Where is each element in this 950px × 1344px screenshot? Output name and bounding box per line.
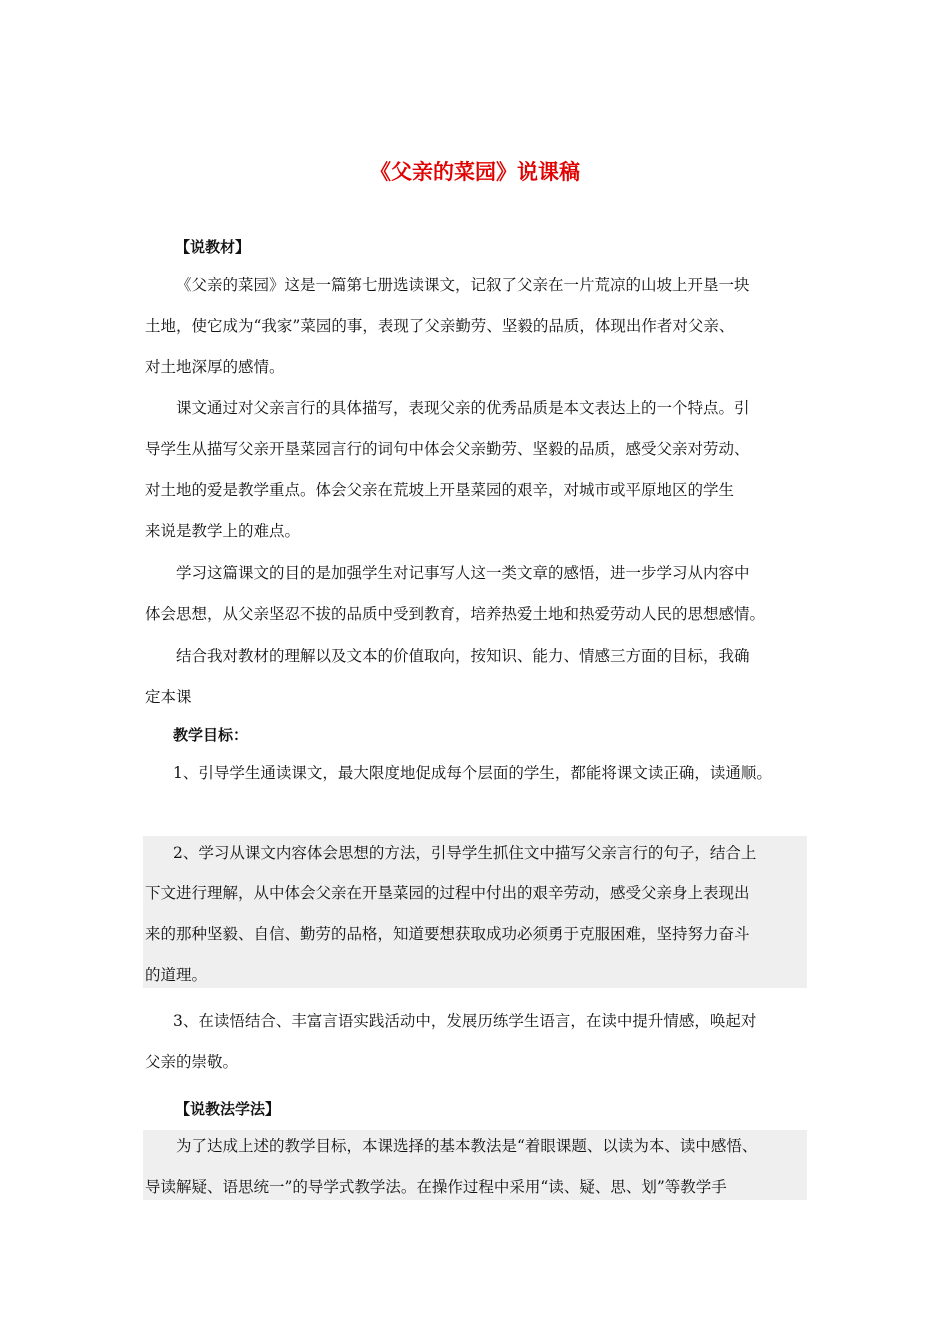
section-heading-textbook: 【说教材】: [175, 238, 251, 256]
goals-heading: 教学目标：: [173, 726, 249, 744]
paragraph-line: 导学生从描写父亲开垦菜园言行的词句中体会父亲勤劳、坚毅的品质，感受父亲对劳动、: [145, 440, 750, 458]
paragraph-line: 定本课: [145, 688, 192, 706]
section-heading-methods: 【说教法学法】: [175, 1100, 281, 1118]
paragraph-line: 土地，使它成为“我家”菜园的事，表现了父亲勤劳、坚毅的品质，体现出作者对父亲、: [145, 317, 735, 335]
goal-line: 来的那种坚毅、自信、勤劳的品格，知道要想获取成功必须勇于克服困难，坚持努力奋斗: [145, 925, 750, 943]
goal-line: 3、在读悟结合、丰富言语实践活动中，发展历练学生语言，在读中提升情感，唤起对: [173, 1012, 757, 1030]
goal-line: 下文进行理解，从中体会父亲在开垦菜园的过程中付出的艰辛劳动，感受父亲身上表现出: [145, 884, 750, 902]
goal-line: 父亲的崇敬。: [145, 1053, 239, 1071]
paragraph-line: 课文通过对父亲言行的具体描写，表现父亲的优秀品质是本文表达上的一个特点。引: [176, 399, 750, 417]
paragraph-line: 对土地深厚的感情。: [145, 358, 285, 376]
paragraph-line: 为了达成上述的教学目标，本课选择的基本教法是“着眼课题、以读为本、读中感悟、: [176, 1137, 758, 1155]
paragraph-line: 来说是教学上的难点。: [145, 522, 301, 540]
paragraph-line: 结合我对教材的理解以及文本的价值取向，按知识、能力、情感三方面的目标，我确: [176, 647, 750, 665]
paragraph-line: 《父亲的菜园》这是一篇第七册选读课文，记叙了父亲在一片荒凉的山坡上开垦一块: [176, 276, 750, 294]
paragraph-line: 导读解疑、语思统一”的导学式教学法。在操作过程中采用“读、疑、思、划”等教学手: [145, 1178, 727, 1196]
paragraph-line: 学习这篇课文的目的是加强学生对记事写人这一类文章的感悟，进一步学习从内容中: [176, 564, 750, 582]
goal-line: 1、引导学生通读课文，最大限度地促成每个层面的学生，都能将课文读正确，读通顺。: [173, 764, 772, 782]
document-title: 《父亲的菜园》说课稿: [370, 160, 580, 184]
paragraph-line: 对土地的爱是教学重点。体会父亲在荒坡上开垦菜园的艰辛，对城市或平原地区的学生: [145, 481, 735, 499]
paragraph-line: 体会思想，从父亲坚忍不拔的品质中受到教育，培养热爱土地和热爱劳动人民的思想感情。: [145, 605, 766, 623]
goal-line: 的道理。: [145, 966, 208, 984]
goal-line: 2、学习从课文内容体会思想的方法，引导学生抓住文中描写父亲言行的句子，结合上: [173, 844, 757, 862]
